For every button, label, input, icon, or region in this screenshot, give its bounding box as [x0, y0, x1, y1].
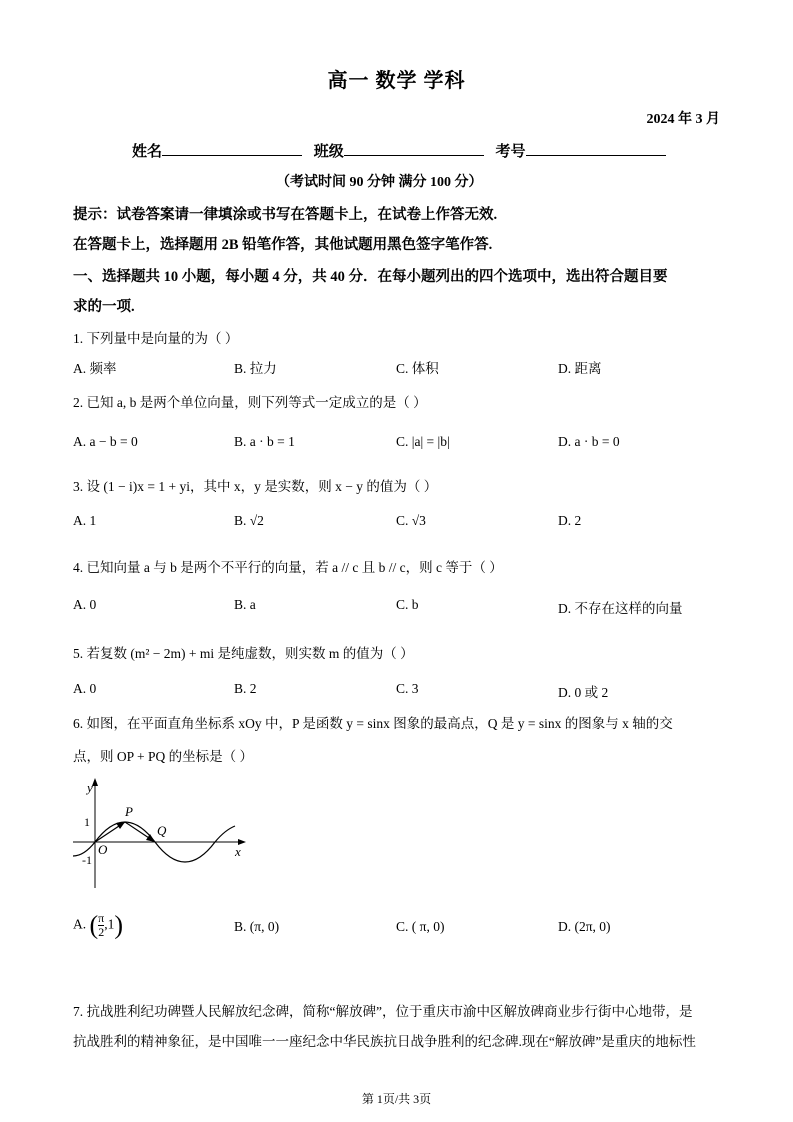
y-label: y	[87, 780, 93, 795]
q4-option-d: D. 不存在这样的向量	[558, 601, 683, 616]
note-line-1: 提示：试卷答案请一律填涂或书写在答题卡上，在试卷上作答无效.	[73, 207, 498, 223]
class-blank[interactable]	[344, 141, 484, 156]
q1-option-a: A. 频率	[73, 361, 117, 376]
q4-option-b: B. a	[234, 597, 256, 612]
q2-option-c: C. |a| = |b|	[396, 434, 450, 449]
point-q-label: Q	[157, 823, 167, 838]
q6-option-d: D. (2π, 0)	[558, 919, 611, 934]
q6-stem-line-2: 点，则 OP + PQ 的坐标是（ ）	[73, 749, 254, 764]
class-label: 班级	[313, 144, 344, 160]
q5-option-a: A. 0	[73, 681, 97, 696]
page-footer: 第 1页/共 3页	[361, 1092, 432, 1106]
y-axis-arrow	[92, 778, 98, 786]
note-line-2: 在答题卡上，选择题用 2B 铅笔作答，其他试题用黑色签字笔作答.	[73, 237, 493, 253]
vector-pq-arrow	[146, 834, 155, 842]
q6-option-a	[73, 912, 123, 939]
id-label: 考号	[495, 144, 526, 160]
q4-stem: 4. 已知向量 a 与 b 是两个不平行的向量，若 a // c 且 b // c，则 c 等于（ ）	[73, 560, 503, 575]
q1-stem: 1. 下列量中是向量的为（ ）	[73, 331, 239, 346]
q6-option-a-prefix: A.	[73, 916, 87, 932]
q3-option-d: D. 2	[558, 513, 582, 528]
q1-option-c: C. 体积	[396, 361, 439, 376]
section-heading-line-1: 一、选择题共 10 小题，每小题 4 分，共 40 分．在每小题列出的四个选项中，选出符合题目要	[73, 269, 668, 285]
q7-line-1: 7. 抗战胜利纪功碑暨人民解放纪念碑，简称“解放碑”，位于重庆市渝中区解放碑商业步行街中心地带，是	[73, 1004, 693, 1019]
fraction-numerator: π	[98, 911, 105, 925]
q4-option-c: C. b	[396, 597, 419, 612]
id-blank[interactable]	[526, 141, 666, 156]
q6-option-c: C. ( π, 0)	[396, 919, 445, 934]
section-heading-line-2: 求的一项.	[73, 299, 135, 315]
q7-line-2: 抗战胜利的精神象征，是中国唯一一座纪念中华民族抗日战争胜利的纪念碑.现在“解放碑”是重庆的地标性	[73, 1034, 696, 1049]
q3-stem: 3. 设 (1 − i)x = 1 + yi，其中 x，y 是实数，则 x − y 的值为（ ）	[73, 479, 438, 494]
q3-option-a: A. 1	[73, 513, 97, 528]
q5-option-d: D. 0 或 2	[558, 685, 609, 700]
exam-date: 2024 年 3 月	[646, 112, 720, 127]
q6-option-a-rest: ,1	[104, 916, 115, 932]
origin-label: O	[98, 842, 108, 857]
x-label: x	[235, 844, 241, 859]
q6-option-b: B. (π, 0)	[234, 919, 280, 934]
tick-neg1-label: -1	[82, 853, 92, 867]
fraction-denominator: 2	[98, 925, 105, 939]
q2-option-a: A. a − b = 0	[73, 434, 138, 449]
q2-option-d: D. a · b = 0	[558, 434, 620, 449]
q6-stem-line-1: 6. 如图，在平面直角坐标系 xOy 中，P 是函数 y = sinx 图象的最高点，Q 是 y = sinx 的图象与 x 轴的交	[73, 716, 673, 731]
vector-op-arrow	[116, 822, 125, 829]
q2-stem: 2. 已知 a, b 是两个单位向量，则下列等式一定成立的是（ ）	[73, 395, 427, 410]
q5-option-b: B. 2	[234, 681, 257, 696]
page-title: 高一 数学 学科	[327, 70, 466, 92]
time-note: （考试时间 90 分钟 满分 100 分）	[276, 175, 483, 190]
q3-option-c: C. √3	[396, 513, 426, 528]
paren-open: (	[89, 910, 99, 940]
point-p-label: P	[125, 804, 133, 819]
q5-option-c: C. 3	[396, 681, 419, 696]
q5-stem: 5. 若复数 (m² − 2m) + mi 是纯虚数，则实数 m 的值为（ ）	[73, 646, 414, 661]
student-info-row	[132, 140, 666, 161]
q4-option-a: A. 0	[73, 597, 97, 612]
q3-option-b: B. √2	[234, 513, 264, 528]
q2-option-b: B. a · b = 1	[234, 434, 295, 449]
paren-close: )	[114, 910, 124, 940]
sine-graph	[70, 778, 250, 893]
tick-1-label: 1	[84, 815, 90, 829]
name-label: 姓名	[132, 144, 163, 160]
name-blank[interactable]	[162, 141, 302, 156]
q1-option-d: D. 距离	[558, 361, 602, 376]
q1-option-b: B. 拉力	[234, 361, 277, 376]
